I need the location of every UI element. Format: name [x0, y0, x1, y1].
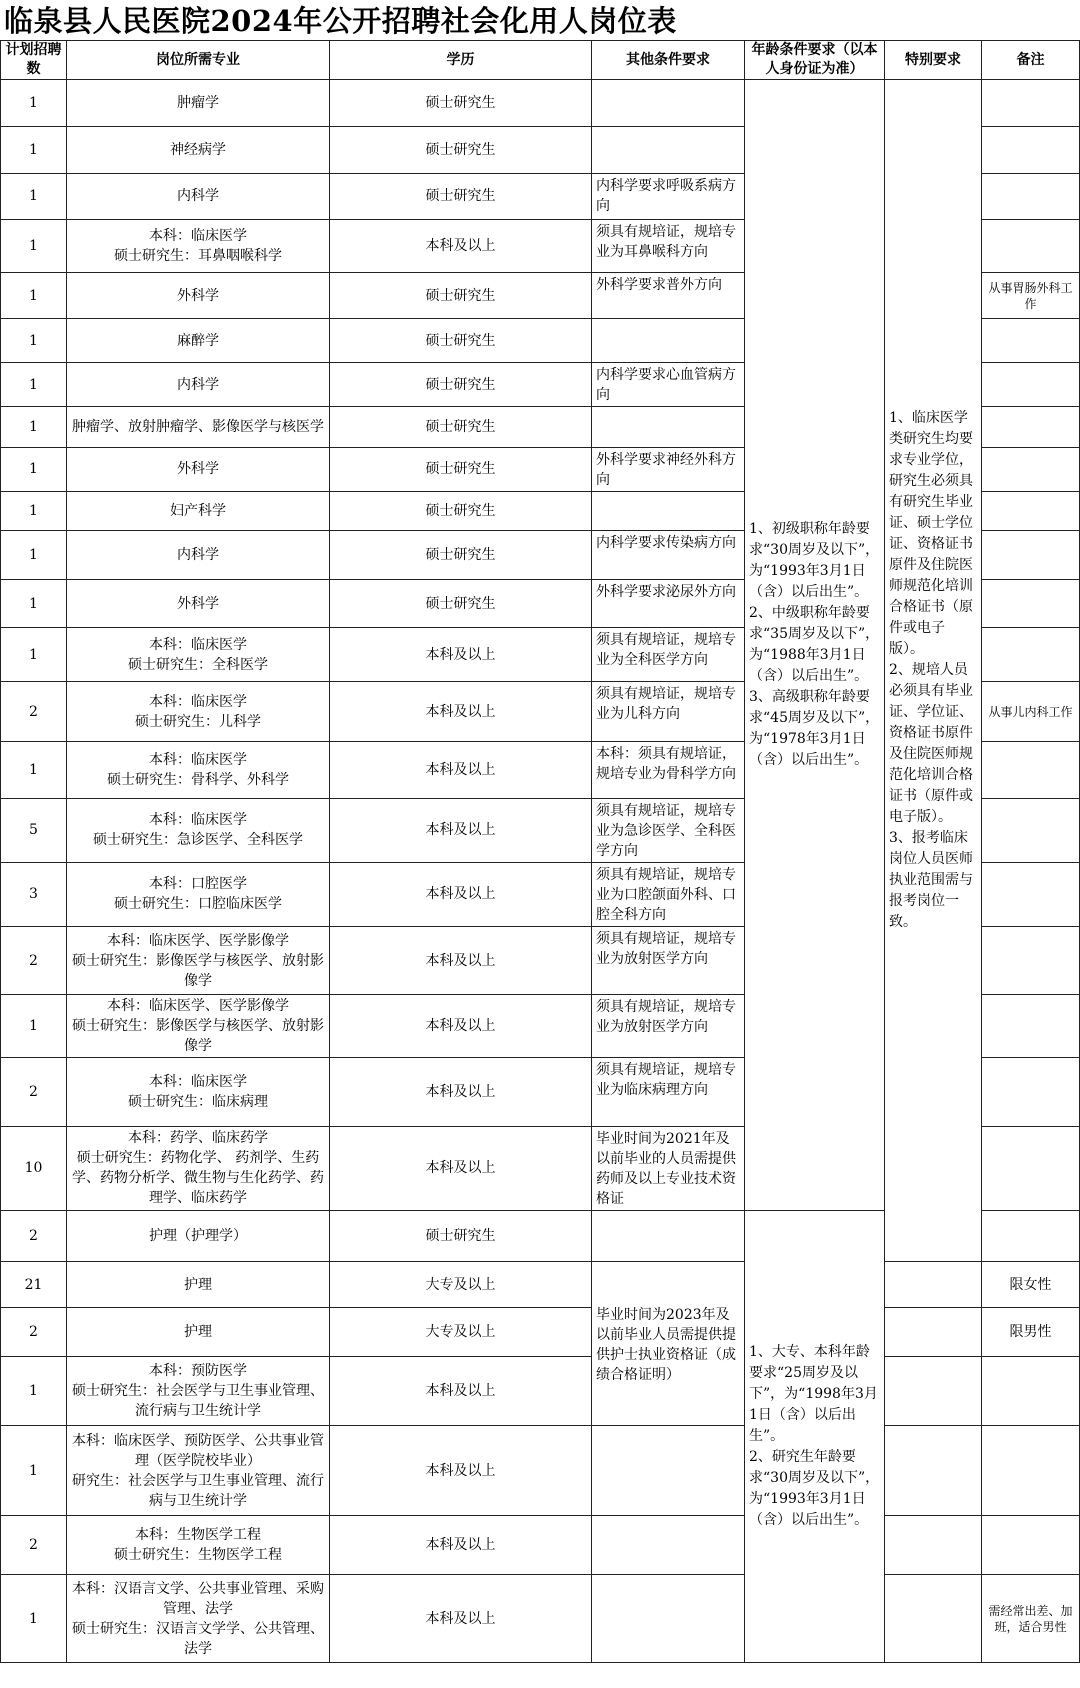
row-other-conditions: 须具有规培证，规培专业为全科医学方向: [592, 628, 745, 682]
header-remarks: 备注: [982, 41, 1080, 80]
row-other-conditions: [592, 1211, 745, 1262]
age-requirement-item: 1、初级职称年龄要求“30周岁及以下”，为“1993年3月1日（含）以后出生”。: [749, 521, 880, 601]
row-count: 21: [1, 1262, 67, 1308]
row-remark: [982, 1126, 1080, 1211]
row-major: 本科：临床医学 硕士研究生：临床病理: [67, 1058, 330, 1126]
row-education: 本科及以上: [330, 1058, 592, 1126]
row-other-conditions: [592, 491, 745, 531]
row-education: 本科及以上: [330, 742, 592, 798]
special-empty: [885, 1515, 982, 1574]
special-requirement-item: 1、临床医学类研究生均要求专业学位，研究生必须具有研究生毕业证、硕士学位证、资格证书原件及住院医师规范化培训合格证书（原件或电子版）。: [889, 410, 973, 658]
row-count: 2: [1, 682, 67, 742]
row-education: 本科及以上: [330, 628, 592, 682]
row-other-conditions: [592, 407, 745, 448]
row-education: 硕士研究生: [330, 80, 592, 127]
row-major: 本科：临床医学 硕士研究生：骨科学、外科学: [67, 742, 330, 798]
header-age: 年龄条件要求（以本人身份证为准）: [745, 41, 885, 80]
special-empty: [885, 1356, 982, 1425]
row-count: 1: [1, 580, 67, 628]
row-remark: [982, 926, 1080, 994]
row-education: 硕士研究生: [330, 407, 592, 448]
row-other-conditions: 须具有规培证，规培专业为儿科方向: [592, 682, 745, 742]
row-other-conditions: [592, 1515, 745, 1574]
row-major: 护理: [67, 1308, 330, 1357]
row-education: 本科及以上: [330, 1126, 592, 1211]
row-major: 妇产科学: [67, 491, 330, 531]
row-major: 护理: [67, 1262, 330, 1308]
row-count: 1: [1, 995, 67, 1058]
row-education: 硕士研究生: [330, 580, 592, 628]
row-remark: [982, 1515, 1080, 1574]
row-remark: [982, 319, 1080, 363]
row-count: 1: [1, 272, 67, 319]
row-education: 本科及以上: [330, 862, 592, 926]
row-major: 麻醉学: [67, 319, 330, 363]
special-empty: [885, 1308, 982, 1357]
row-major: 内科学: [67, 363, 330, 407]
row-remark: [982, 219, 1080, 272]
row-remark: 需经常出差、加班，适合男性: [982, 1575, 1080, 1663]
row-count: 1: [1, 491, 67, 531]
age-requirement-item: 2、研究生年龄要求“30周岁及以下”，为“1993年3月1日（含）以后出生”。: [749, 1449, 880, 1529]
table-row: [1, 1356, 1080, 1425]
table-row: [1, 1262, 1080, 1308]
row-education: 硕士研究生: [330, 363, 592, 407]
row-other-conditions: 须具有规培证，规培专业为口腔颌面外科、口腔全科方向: [592, 862, 745, 926]
header-education: 学历: [330, 41, 592, 80]
row-major: 外科学: [67, 580, 330, 628]
row-other-conditions: 须具有规培证，规培专业为放射医学方向: [592, 995, 745, 1058]
row-remark: [982, 742, 1080, 798]
row-education: 本科及以上: [330, 995, 592, 1058]
row-remark: [982, 628, 1080, 682]
row-education: 本科及以上: [330, 1515, 592, 1574]
row-count: 3: [1, 862, 67, 926]
row-education: 硕士研究生: [330, 272, 592, 319]
row-major: 内科学: [67, 531, 330, 580]
row-other-conditions: 须具有规培证，规培专业为急诊医学、全科医学方向: [592, 798, 745, 862]
row-other-conditions: [592, 1426, 745, 1516]
table-row: [1, 1426, 1080, 1516]
row-remark: [982, 80, 1080, 127]
row-count: 1: [1, 407, 67, 448]
row-major: 神经病学: [67, 126, 330, 173]
row-major: 本科：临床医学 硕士研究生：耳鼻咽喉科学: [67, 219, 330, 272]
recruitment-table: [0, 40, 1080, 1663]
row-remark: [982, 580, 1080, 628]
row-count: 2: [1, 1211, 67, 1262]
row-count: 2: [1, 1515, 67, 1574]
table-row: [1, 1515, 1080, 1574]
row-major: 本科：临床医学 硕士研究生：急诊医学、全科医学: [67, 798, 330, 862]
page-title: 临泉县人民医院2024年公开招聘社会化用人岗位表: [4, 4, 677, 38]
header-other-conditions: 其他条件要求: [592, 41, 745, 80]
row-education: 本科及以上: [330, 1575, 592, 1663]
row-major: 内科学: [67, 173, 330, 219]
row-remark: 限女性: [982, 1262, 1080, 1308]
row-remark: [982, 798, 1080, 862]
row-count: 1: [1, 363, 67, 407]
table-row: [1, 1308, 1080, 1357]
row-remark: [982, 363, 1080, 407]
row-education: 硕士研究生: [330, 1211, 592, 1262]
row-count: 1: [1, 1426, 67, 1516]
row-major: 本科：预防医学 硕士研究生：社会医学与卫生事业管理、流行病与卫生统计学: [67, 1356, 330, 1425]
header-special: 特别要求: [885, 41, 982, 80]
row-other-conditions: 内科学要求心血管病方向: [592, 363, 745, 407]
row-remark: [982, 1426, 1080, 1516]
row-education: 本科及以上: [330, 219, 592, 272]
row-education: 大专及以上: [330, 1308, 592, 1357]
row-major: 本科：临床医学、医学影像学 硕士研究生：影像医学与核医学、放射影像学: [67, 926, 330, 994]
row-count: 1: [1, 173, 67, 219]
row-major: 本科：临床医学 硕士研究生：儿科学: [67, 682, 330, 742]
row-education: 硕士研究生: [330, 319, 592, 363]
header-row: [1, 41, 1080, 80]
row-education: 本科及以上: [330, 798, 592, 862]
row-education: 硕士研究生: [330, 491, 592, 531]
row-count: 1: [1, 1575, 67, 1663]
row-count: 1: [1, 447, 67, 491]
age-requirement-item: 1、大专、本科年龄要求“25周岁及以下”，为“1998年3月1日（含）以后出生”。: [749, 1344, 878, 1445]
row-other-conditions: 毕业时间为2021年及以前毕业的人员需提供药师及以上专业技术资格证: [592, 1126, 745, 1211]
row-remark: [982, 407, 1080, 448]
row-remark: [982, 1058, 1080, 1126]
row-remark: [982, 1356, 1080, 1425]
table-row: [1, 80, 1080, 127]
row-major: 本科：生物医学工程 硕士研究生：生物医学工程: [67, 1515, 330, 1574]
special-requirement-item: 2、规培人员必须具有毕业证、学位证、资格证书原件及住院医师规范化培训合格证书（原件或电子版）。: [889, 662, 973, 826]
special-requirements: [885, 80, 982, 1262]
table-row: [1, 1575, 1080, 1663]
row-remark: 限男性: [982, 1308, 1080, 1357]
row-major: 本科：临床医学、医学影像学 硕士研究生：影像医学与核医学、放射影像学: [67, 995, 330, 1058]
row-remark: [982, 173, 1080, 219]
row-remark: 从事儿内科工作: [982, 682, 1080, 742]
row-count: 5: [1, 798, 67, 862]
row-remark: [982, 995, 1080, 1058]
row-count: 1: [1, 742, 67, 798]
row-other-conditions: [592, 126, 745, 173]
row-count: 1: [1, 80, 67, 127]
special-empty: [885, 1426, 982, 1516]
row-remark: [982, 862, 1080, 926]
row-count: 1: [1, 628, 67, 682]
row-remark: [982, 447, 1080, 491]
row-major: 本科：临床医学、预防医学、公共事业管理（医学院校毕业） 研究生：社会医学与卫生事业管理、流行病与卫生统计学: [67, 1426, 330, 1516]
row-other-conditions: [592, 1575, 745, 1663]
row-education: 大专及以上: [330, 1262, 592, 1308]
header-major: 岗位所需专业: [67, 41, 330, 80]
row-education: 硕士研究生: [330, 447, 592, 491]
row-education: 本科及以上: [330, 1356, 592, 1425]
row-other-conditions: [592, 319, 745, 363]
row-other-conditions: 内科学要求呼吸系病方向: [592, 173, 745, 219]
row-other-conditions: 内科学要求传染病方向: [592, 531, 745, 580]
row-major: 肿瘤学、放射肿瘤学、影像医学与核医学: [67, 407, 330, 448]
nursing-conditions: 毕业时间为2023年及以前毕业人员需提供提供护士执业资格证（成绩合格证明）: [592, 1262, 745, 1426]
row-other-conditions: 外科学要求泌尿外方向: [592, 580, 745, 628]
row-other-conditions: 须具有规培证，规培专业为临床病理方向: [592, 1058, 745, 1126]
row-remark: [982, 126, 1080, 173]
age-requirement-item: 3、高级职称年龄要求“45周岁及以下”，为“1978年3月1日（含）以后出生”。: [749, 689, 880, 769]
row-education: 本科及以上: [330, 682, 592, 742]
row-major: 本科：临床医学 硕士研究生：全科医学: [67, 628, 330, 682]
row-count: 1: [1, 219, 67, 272]
row-count: 1: [1, 126, 67, 173]
row-count: 1: [1, 1356, 67, 1425]
row-count: 2: [1, 1058, 67, 1126]
age-requirement-item: 2、中级职称年龄要求“35周岁及以下”，为“1988年3月1日（含）以后出生”。: [749, 605, 880, 685]
row-major: 护理（护理学）: [67, 1211, 330, 1262]
row-count: 2: [1, 926, 67, 994]
row-count: 2: [1, 1308, 67, 1357]
row-major: 外科学: [67, 272, 330, 319]
row-other-conditions: 须具有规培证，规培专业为耳鼻喉科方向: [592, 219, 745, 272]
row-education: 本科及以上: [330, 1426, 592, 1516]
age-requirements-group2: [745, 1211, 885, 1663]
row-remark: [982, 531, 1080, 580]
row-remark: 从事胃肠外科工作: [982, 272, 1080, 319]
row-major: 本科：药学、临床药学 硕士研究生：药物化学、 药剂学、生药学、药物分析学、微生物与生化药学、药理学、临床药学: [67, 1126, 330, 1211]
header-count: 计划招聘数: [1, 41, 67, 80]
special-requirement-item: 3、报考临床岗位人员医师执业范围需与报考岗位一致。: [889, 830, 973, 931]
row-count: 10: [1, 1126, 67, 1211]
row-remark: [982, 1211, 1080, 1262]
row-remark: [982, 491, 1080, 531]
row-other-conditions: 本科：须具有规培证，规培专业为骨科学方向: [592, 742, 745, 798]
row-count: 1: [1, 319, 67, 363]
row-education: 硕士研究生: [330, 126, 592, 173]
row-other-conditions: 外科学要求神经外科方向: [592, 447, 745, 491]
row-major: 外科学: [67, 447, 330, 491]
age-requirements-group1: [745, 80, 885, 1211]
row-major: 本科：汉语言文学、公共事业管理、采购管理、法学 硕士研究生：汉语言文学学、公共管理、法学: [67, 1575, 330, 1663]
row-major: 本科：口腔医学 硕士研究生：口腔临床医学: [67, 862, 330, 926]
row-education: 硕士研究生: [330, 531, 592, 580]
row-other-conditions: [592, 80, 745, 127]
row-education: 本科及以上: [330, 926, 592, 994]
special-empty: [885, 1262, 982, 1308]
row-count: 1: [1, 531, 67, 580]
row-education: 硕士研究生: [330, 173, 592, 219]
special-empty: [885, 1575, 982, 1663]
row-other-conditions: 外科学要求普外方向: [592, 272, 745, 319]
row-major: 肿瘤学: [67, 80, 330, 127]
row-other-conditions: 须具有规培证，规培专业为放射医学方向: [592, 926, 745, 994]
